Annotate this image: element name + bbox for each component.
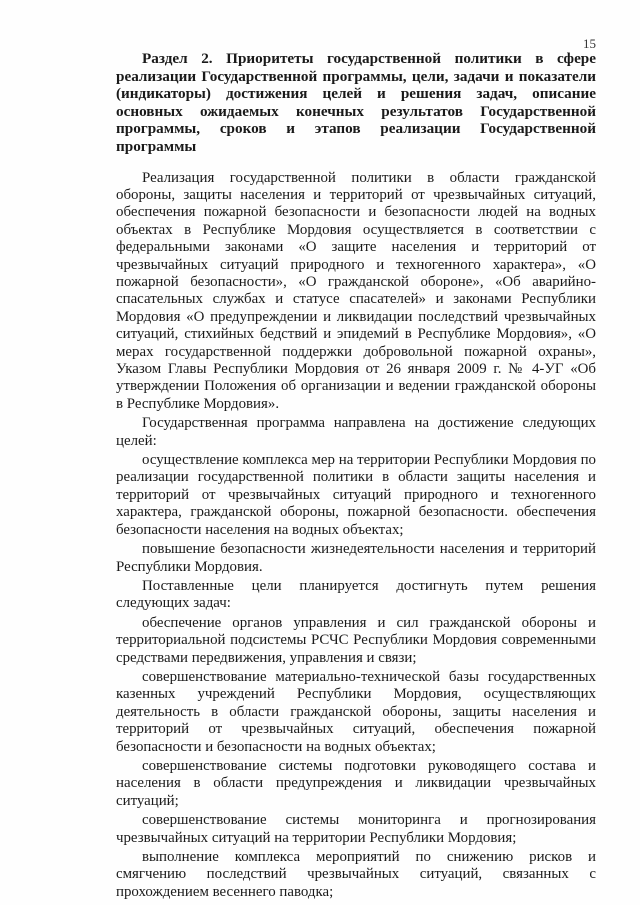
- paragraph-goal-2: повышение безопасности жизнедеятельности населения и территорий Республики Мордовия.: [116, 541, 596, 575]
- paragraph-goal-1: осуществление комплекса мер на территории Республики Мордовия по реализации государственной политики в области защиты населения и территорий от чрезвычайных ситуаций природного и техногенного характера, гражданской обороны, пожарной безопасности. обеспечения безопасности населения на водных объектах;: [116, 452, 596, 538]
- page-content: [116, 50, 596, 903]
- paragraph-goals-intro: Государственная программа направлена на достижение следующих целей:: [116, 415, 596, 449]
- paragraph-task-3: совершенствование системы подготовки руководящего состава и населения в области предупреждения и ликвидации чрезвычайных ситуаций;: [116, 757, 596, 809]
- paragraph-task-1: обеспечение органов управления и сил гражданской обороны и территориальной подсистемы РСЧС Республики Мордовия современными средствами передвижения, управления и связи;: [116, 614, 596, 666]
- paragraph-policy-legal-basis: Реализация государственной политики в области гражданской обороны, защиты населения и территорий от чрезвычайных ситуаций, обеспечения пожарной безопасности и безопасности людей на водных объектах в Республике Мордовия осуществляется в соответствии с федеральными законами «О защите населения и территорий от чрезвычайных ситуаций природного и техногенного характера», «О пожарной безопасности», «О гражданской обороне», «Об аварийно-спасательных службах и статусе спасателей» и законами Республики Мордовия «О предупреждении и ликвидации последствий чрезвычайных ситуаций, стихийных бедствий и эпидемий в Республике Мордовия», «О мерах государственной поддержки добровольной пожарной охраны», Указом Главы Республики Мордовия от 26 января 2009 г. № 4-УГ «Об утверждении Положения об организации и ведении гражданской обороны в Республике Мордовия».: [116, 169, 596, 412]
- page-number: 15: [583, 36, 596, 51]
- paragraph-tasks-intro: Поставленные цели планируется достигнуть путем решения следующих задач:: [116, 577, 596, 612]
- paragraph-task-2: совершенствование материально-технической базы государственных казенных учреждений Республики Мордовия, осуществляющих деятельность в области гражданской обороны, защиты населения и территорий от чрезвычайных ситуаций, обеспечения пожарной безопасности и безопасности на водных объектах;: [116, 668, 596, 755]
- paragraph-task-4: совершенствование системы мониторинга и прогнозирования чрезвычайных ситуаций на территории Республики Мордовия;: [116, 812, 596, 846]
- paragraph-task-5: выполнение комплекса мероприятий по снижению рисков и смягчению последствий чрезвычайных ситуаций, связанных с прохождением весеннего паводка;: [116, 849, 596, 900]
- section-heading: Раздел 2. Приоритеты государственной политики в сфере реализации Государственной программы, цели, задачи и показатели (индикаторы) достижения целей и решения задач, описание основных ожидаемых конечных результатов Государственной программы, сроков и этапов реализации Государственной программы: [116, 50, 596, 155]
